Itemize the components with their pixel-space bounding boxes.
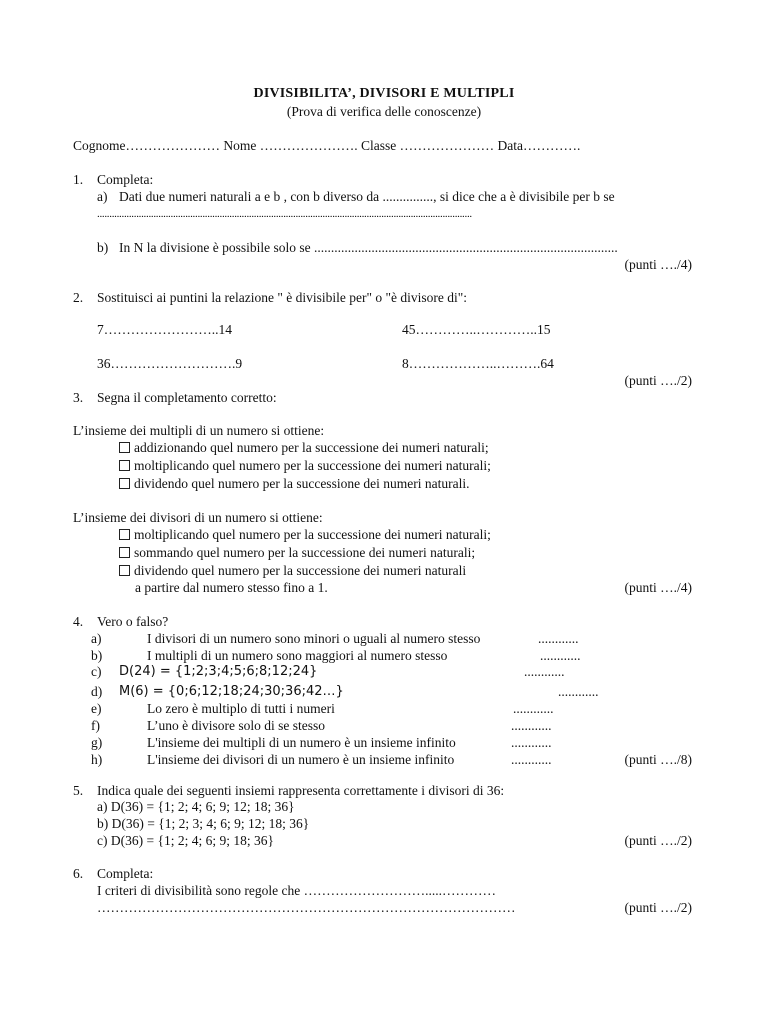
q6-number: 6. bbox=[73, 866, 84, 881]
q2-pair-2: 45…………..…………..15 bbox=[402, 322, 551, 337]
q3-multipli-intro: L’insieme dei multipli di un numero si ottiene: bbox=[73, 423, 325, 438]
q3-divisori-option[interactable]: sommando quel numero per la successione dei numeri naturali; bbox=[119, 545, 475, 561]
q2-label: Sostituisci ai puntini la relazione " è divisibile per" o "è divisore di": bbox=[97, 290, 467, 305]
q4-letter: b) bbox=[91, 648, 103, 663]
q4-answer-dots[interactable]: ............ bbox=[540, 648, 581, 663]
q5-option[interactable]: c) D(36) = {1; 2; 4; 6; 9; 18; 36} bbox=[97, 833, 274, 848]
q6-points: (punti …./2) bbox=[624, 900, 692, 915]
q4-letter: a) bbox=[91, 631, 102, 646]
q3-points: (punti …./4) bbox=[624, 580, 692, 595]
q4-statement: Lo zero è multiplo di tutti i numeri bbox=[147, 701, 335, 716]
q4-letter: c) bbox=[91, 664, 102, 679]
q5-points: (punti …./2) bbox=[624, 833, 692, 848]
q1-number: 1. bbox=[73, 172, 84, 187]
q2-pair-3: 36……………………….9 bbox=[97, 356, 243, 371]
q2-number: 2. bbox=[73, 290, 84, 305]
q4-answer-dots[interactable]: ............ bbox=[558, 684, 599, 699]
checkbox[interactable] bbox=[119, 565, 130, 576]
q4-letter: f) bbox=[91, 718, 100, 733]
q4-answer-dots[interactable]: ............ bbox=[538, 631, 579, 646]
q4-statement: M(6) = {0;6;12;18;24;30;36;42…} bbox=[119, 684, 344, 699]
q4-number: 4. bbox=[73, 614, 84, 629]
q5-number: 5. bbox=[73, 783, 84, 798]
q3-divisori-option[interactable]: moltiplicando quel numero per la successione dei numeri naturali; bbox=[119, 527, 491, 543]
q3-divisori-intro: L’insieme dei divisori di un numero si ottiene: bbox=[73, 510, 323, 525]
q1a-text: Dati due numeri naturali a e b , con b diverso da ..............., si dice che a è divisibile per b se bbox=[119, 189, 615, 204]
q6-line-2[interactable]: ………………………………………………………………………………… bbox=[97, 900, 516, 915]
q4-answer-dots[interactable]: ............ bbox=[524, 664, 565, 679]
q3-number: 3. bbox=[73, 390, 84, 405]
q3-multipli-option[interactable]: dividendo quel numero per la successione dei numeri naturali. bbox=[119, 476, 470, 492]
q4-statement: L’uno è divisore solo di se stesso bbox=[147, 718, 325, 733]
q2-pair-1: 7……………………..14 bbox=[97, 322, 232, 337]
q1b-text: In N la divisione è possibile solo se .......................................................................................... bbox=[119, 240, 618, 255]
q1-points: (punti …./4) bbox=[624, 257, 692, 272]
q4-letter: h) bbox=[91, 752, 103, 767]
page-subtitle: (Prova di verifica delle conoscenze) bbox=[286, 104, 482, 119]
q3-multipli-option[interactable]: moltiplicando quel numero per la successione dei numeri naturali; bbox=[119, 458, 491, 474]
page-title: DIVISIBILITA’, DIVISORI E MULTIPLI bbox=[253, 86, 515, 101]
q3-multipli-option[interactable]: addizionando quel numero per la successione dei numeri naturali; bbox=[119, 440, 489, 456]
checkbox[interactable] bbox=[119, 460, 130, 471]
q4-statement: I divisori di un numero sono minori o uguali al numero stesso bbox=[147, 631, 481, 646]
q4-statement: L'insieme dei divisori di un numero è un insieme infinito bbox=[147, 752, 455, 767]
q4-answer-dots[interactable]: ............ bbox=[511, 752, 552, 767]
q4-statement: I multipli di un numero sono maggiori al numero stesso bbox=[147, 648, 448, 663]
q2-points: (punti …./2) bbox=[624, 373, 692, 388]
q3-divisori-option[interactable]: dividendo quel numero per la successione dei numeri naturali bbox=[119, 563, 466, 579]
q4-statement: L'insieme dei multipli di un numero è un insieme infinito bbox=[147, 735, 456, 750]
q3-continuation: a partire dal numero stesso fino a 1. bbox=[135, 580, 328, 595]
q4-letter: g) bbox=[91, 735, 103, 750]
q1a-dots: ......................................................................................................................................................... bbox=[97, 208, 472, 220]
q6-line-1[interactable]: I criteri di divisibilità sono regole che ……………………….....………… bbox=[97, 883, 496, 898]
q1b-letter: b) bbox=[97, 240, 109, 255]
q4-points: (punti …./8) bbox=[624, 752, 692, 767]
q5-option[interactable]: a) D(36) = {1; 2; 4; 6; 9; 12; 18; 36} bbox=[97, 799, 295, 814]
q4-answer-dots[interactable]: ............ bbox=[511, 735, 552, 750]
q5-option[interactable]: b) D(36) = {1; 2; 3; 4; 6; 9; 12; 18; 36} bbox=[97, 816, 310, 831]
checkbox[interactable] bbox=[119, 529, 130, 540]
q1-label: Completa: bbox=[97, 172, 154, 187]
q3-label: Segna il completamento corretto: bbox=[97, 390, 277, 405]
q4-letter: d) bbox=[91, 684, 103, 699]
q6-label: Completa: bbox=[97, 866, 154, 881]
q4-answer-dots[interactable]: ............ bbox=[513, 701, 554, 716]
checkbox[interactable] bbox=[119, 547, 130, 558]
student-fields: Cognome………………… Nome …………………. Classe ………………… Data…………. bbox=[73, 138, 581, 153]
q5-label: Indica quale dei seguenti insiemi rappresenta correttamente i divisori di 36: bbox=[97, 783, 505, 798]
checkbox[interactable] bbox=[119, 478, 130, 489]
q4-label: Vero o falso? bbox=[97, 614, 169, 629]
q4-letter: e) bbox=[91, 701, 102, 716]
q4-answer-dots[interactable]: ............ bbox=[511, 718, 552, 733]
checkbox[interactable] bbox=[119, 442, 130, 453]
q2-pair-4: 8………………..……….64 bbox=[402, 356, 554, 371]
q1a-letter: a) bbox=[97, 189, 108, 204]
q4-statement: D(24) = {1;2;3;4;5;6;8;12;24} bbox=[119, 664, 318, 679]
